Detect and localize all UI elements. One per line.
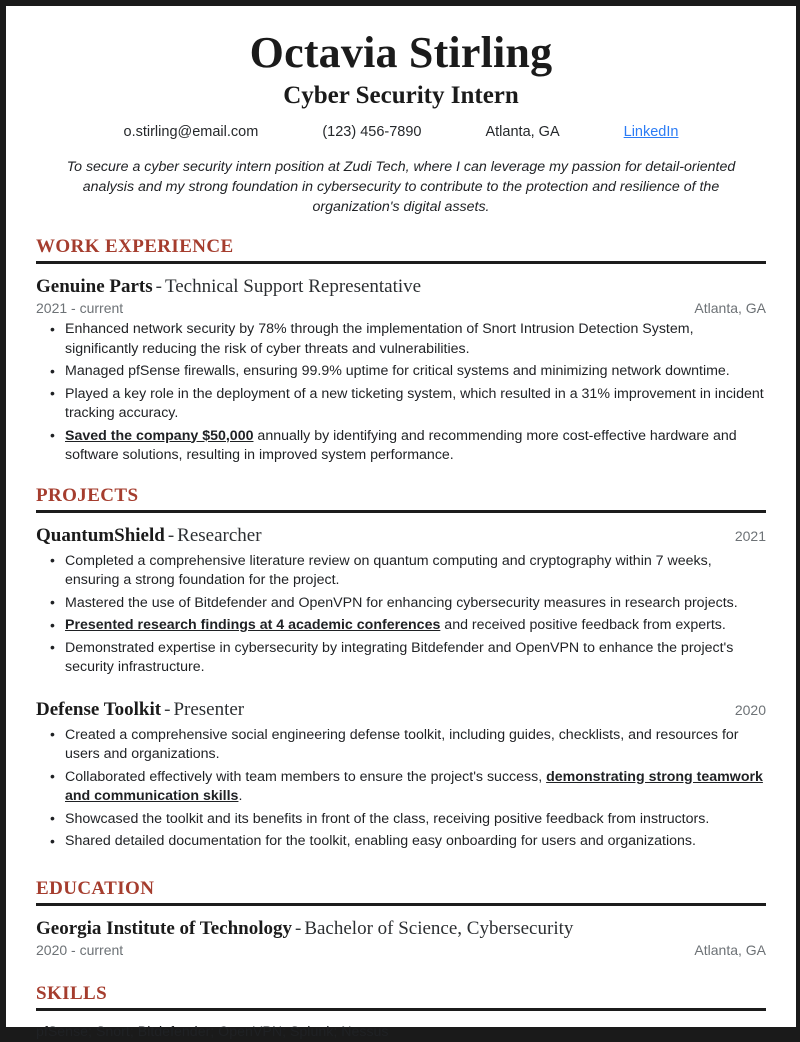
entry-separator: - xyxy=(164,698,171,720)
list-item xyxy=(36,385,766,424)
bullet-post: Showcased the toolkit and its benefits in front of the class, receiving positive feedback from instructors. xyxy=(65,810,710,827)
job-headline: Cyber Security Intern xyxy=(283,82,519,109)
entry-bullet-list xyxy=(36,320,766,466)
experience-entry xyxy=(36,275,766,466)
bullet-pre: Collaborated effectively with team members to ensure the project's success, xyxy=(65,768,547,785)
bullet-post: Mastered the use of Bitdefender and OpenVPN for enhancing cybersecurity measures in research projects. xyxy=(65,594,738,611)
entry-year: 2021 xyxy=(734,527,766,544)
list-item xyxy=(36,320,766,359)
list-item xyxy=(36,594,766,614)
objective-statement: To secure a cyber security intern position at Zudi Tech, where I can leverage my passion for detail-oriented analysis and my strong foundation in cybersecurity to contribute to the protection and resilience of the organization's digital assets. xyxy=(66,159,736,215)
bullet-highlight: Presented research findings at 4 academic conferences xyxy=(65,617,441,633)
bullet-post: Created a comprehensive social engineering defense toolkit, including guides, checklists, and resources for users and organizations. xyxy=(65,726,739,762)
list-item xyxy=(36,810,766,830)
section-skills xyxy=(36,983,766,1042)
contact-email[interactable]: o.stirling@email.com xyxy=(123,124,259,140)
bullet-post: annually by identifying and recommending more cost-effective hardware and software solutions, resulting in improved system performance. xyxy=(65,427,737,463)
entry-degree: Bachelor of Science, Cybersecurity xyxy=(304,917,574,939)
entry-separator: - xyxy=(155,276,162,297)
contact-linkedin-link[interactable]: LinkedIn xyxy=(623,124,679,140)
entry-bullet-list xyxy=(36,552,766,678)
contact-phone: (123) 456-7890 xyxy=(322,124,422,140)
list-item xyxy=(36,639,766,678)
resume-header xyxy=(36,28,766,140)
section-divider xyxy=(36,261,766,264)
section-education xyxy=(36,878,766,958)
entry-header xyxy=(36,917,766,941)
entry-title xyxy=(36,524,262,548)
bullet-highlight: Saved the company $50,000 xyxy=(65,427,254,444)
section-heading-projects: PROJECTS xyxy=(36,484,139,506)
skills-list: pfSense; Snort; Bitdefender; OpenVPN; Splunk; Nessus xyxy=(36,1023,389,1040)
entry-meta xyxy=(36,300,766,316)
entry-dates: 2021 - current xyxy=(36,300,124,316)
entry-separator: - xyxy=(167,524,175,546)
list-item xyxy=(36,768,766,807)
entry-title xyxy=(36,275,421,299)
education-entry xyxy=(36,917,766,958)
list-item xyxy=(36,427,766,466)
entry-role: Technical Support Representative xyxy=(164,276,422,297)
entry-dates: 2020 - current xyxy=(36,941,124,958)
entry-organization: QuantumShield xyxy=(36,524,165,546)
entry-role: Presenter xyxy=(173,698,245,720)
entry-role: Researcher xyxy=(177,524,262,546)
list-item xyxy=(36,616,766,636)
entry-title xyxy=(36,917,573,941)
bullet-post: Played a key role in the deployment of a new ticketing system, which resulted in a 31% improvement in incident tracking accuracy. xyxy=(65,385,764,421)
page-title: Octavia Stirling xyxy=(249,28,553,77)
section-divider xyxy=(36,903,766,906)
bullet-post: Enhanced network security by 78% through the implementation of Snort Intrusion Detection System, significantly reducing the risk of cyber threats and vulnerabilities. xyxy=(65,321,694,357)
entry-header xyxy=(36,698,766,722)
entry-bullet-list xyxy=(36,726,766,852)
list-item xyxy=(36,552,766,591)
contact-location: Atlanta, GA xyxy=(485,124,560,140)
section-heading-skills: SKILLS xyxy=(36,982,108,1004)
section-divider xyxy=(36,510,766,513)
bullet-post: and received positive feedback from experts. xyxy=(440,617,726,633)
entry-organization: Genuine Parts xyxy=(36,276,153,297)
entry-location: Atlanta, GA xyxy=(694,300,766,316)
bullet-post: Shared detailed documentation for the toolkit, enabling easy onboarding for users and organizations. xyxy=(65,833,696,849)
bullet-post: Demonstrated expertise in cybersecurity by integrating Bitdefender and OpenVPN to enhance the project's security infrastructure. xyxy=(65,639,734,675)
entry-separator: - xyxy=(294,917,302,939)
entry-organization: Georgia Institute of Technology xyxy=(36,917,292,939)
list-item xyxy=(36,832,766,852)
section-heading-education: EDUCATION xyxy=(36,877,155,899)
bullet-post: . xyxy=(238,788,243,804)
entry-header xyxy=(36,524,766,548)
bullet-highlight: demonstrating strong teamwork and communication skills xyxy=(65,768,763,804)
section-divider xyxy=(36,1008,766,1011)
section-work-experience xyxy=(36,236,766,466)
entry-organization: Defense Toolkit xyxy=(36,698,162,720)
section-heading-work: WORK EXPERIENCE xyxy=(36,236,234,257)
list-item xyxy=(36,726,766,765)
entry-title xyxy=(36,698,244,722)
contact-row xyxy=(36,124,766,140)
entry-header xyxy=(36,275,766,299)
section-projects xyxy=(36,485,766,852)
entry-meta xyxy=(36,942,766,958)
project-entry xyxy=(36,524,766,678)
bullet-post: Completed a comprehensive literature review on quantum computing and cryptography within 7 weeks, ensuring a strong foundation for the project. xyxy=(65,552,712,588)
entry-location: Atlanta, GA xyxy=(694,941,766,958)
bullet-post: Managed pfSense firewalls, ensuring 99.9% uptime for critical systems and minimizing network downtime. xyxy=(65,363,730,379)
resume-page xyxy=(6,6,796,1040)
entry-year: 2020 xyxy=(734,701,766,718)
project-entry xyxy=(36,698,766,852)
list-item xyxy=(36,362,766,382)
